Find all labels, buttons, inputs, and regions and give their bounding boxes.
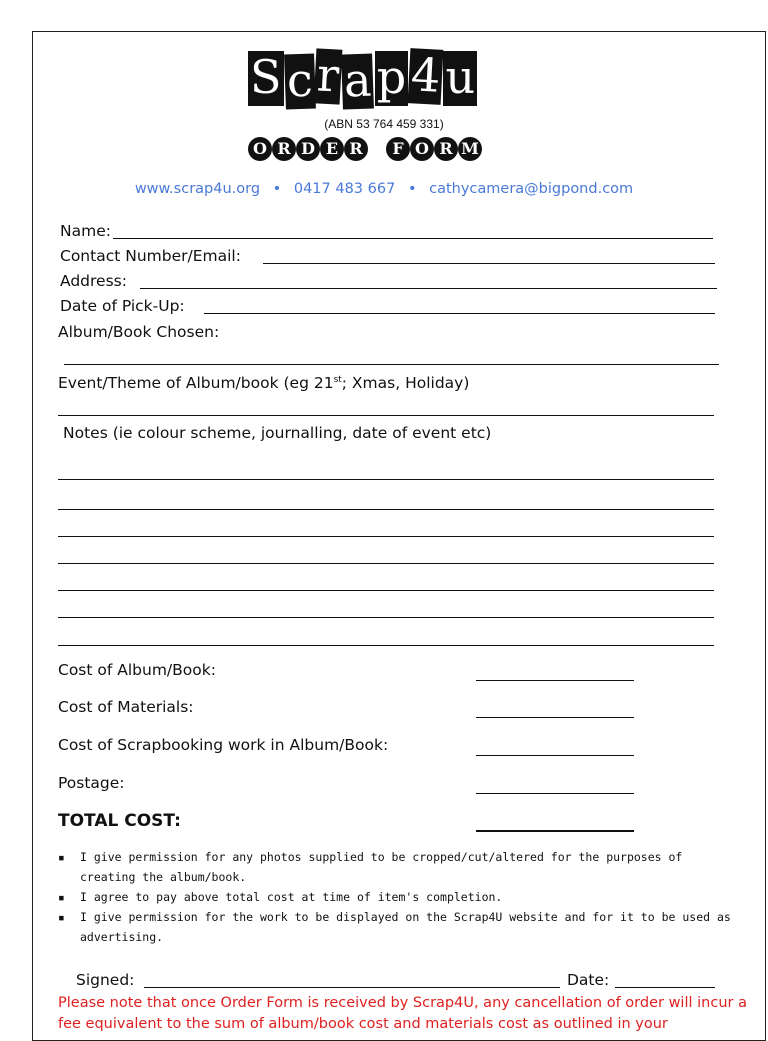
logo-letter: u (445, 50, 476, 104)
title-letter: O (410, 137, 434, 161)
postage-field[interactable] (476, 793, 634, 794)
date-field[interactable] (615, 987, 715, 988)
title-letter: R (434, 137, 458, 161)
title-letter: O (248, 137, 272, 161)
title-letter: D (296, 137, 320, 161)
title-gap (368, 137, 386, 161)
cost-work-label: Cost of Scrapbooking work in Album/Book: (58, 736, 389, 754)
signature-field[interactable] (144, 987, 560, 988)
logo-letter: S (250, 50, 282, 104)
email-link[interactable]: cathycamera@bigpond.com (429, 181, 634, 197)
title-letter: M (458, 137, 482, 161)
bullet-separator: • (272, 181, 282, 197)
name-field[interactable] (113, 238, 713, 239)
address-label: Address: (60, 272, 127, 290)
logo-letter: p (376, 50, 407, 104)
cost-work-field[interactable] (476, 755, 634, 756)
notes-line[interactable] (58, 536, 714, 537)
total-cost-label: TOTAL COST: (58, 811, 181, 831)
scrap4u-logo (248, 47, 478, 108)
permission-item: ▪ I give permission for any photos supplied to be cropped/cut/altered for the purposes of creating the album/book. (58, 847, 738, 887)
event-label-sup: st (333, 374, 342, 385)
notes-line[interactable] (58, 563, 714, 564)
event-field[interactable] (58, 415, 714, 416)
pickup-label: Date of Pick-Up: (60, 297, 185, 315)
title-letter: R (272, 137, 296, 161)
logo-letter: c (284, 53, 316, 109)
cost-album-field[interactable] (476, 680, 634, 681)
bullet-separator: • (407, 181, 417, 197)
address-field[interactable] (140, 288, 717, 289)
date-label: Date: (567, 971, 610, 989)
notes-line[interactable] (58, 479, 714, 480)
notes-label: Notes (ie colour scheme, journalling, date of event etc) (63, 424, 492, 442)
cost-materials-field[interactable] (476, 717, 634, 718)
logo-letter: a (341, 53, 374, 109)
signed-label: Signed: (76, 971, 135, 989)
name-label: Name: (60, 222, 111, 240)
album-field[interactable] (64, 364, 719, 365)
notes-line[interactable] (58, 645, 714, 646)
order-form-title (248, 137, 482, 161)
logo-letter: 4 (408, 48, 444, 105)
event-label-text: Event/Theme of Album/book (eg 21 (58, 374, 334, 392)
website-link[interactable]: www.scrap4u.org (134, 181, 261, 197)
title-letter: R (344, 137, 368, 161)
cost-album-label: Cost of Album/Book: (58, 661, 216, 679)
title-letter: E (320, 137, 344, 161)
cancellation-notice: Please note that once Order Form is received by Scrap4U, any cancellation of order will incur a fee equivalent to the sum of album/book cost and materials cost as outlined in your (58, 995, 747, 1032)
permissions-list (58, 847, 738, 947)
total-cost-field[interactable] (476, 830, 634, 832)
phone-number: 0417 483 667 (293, 181, 396, 197)
notes-line[interactable] (58, 509, 714, 510)
abn-number: (ABN 53 764 459 331) (324, 117, 444, 131)
permission-item: ▪ I give permission for the work to be displayed on the Scrap4U website and for it to be used as advertising. (58, 907, 738, 947)
event-label (58, 374, 469, 392)
event-label-suffix: ; Xmas, Holiday) (341, 374, 470, 392)
contact-field[interactable] (263, 263, 715, 264)
logo-letter: r (314, 48, 343, 104)
album-label: Album/Book Chosen: (58, 323, 220, 341)
contact-label: Contact Number/Email: (60, 247, 241, 265)
permission-item: ▪ I agree to pay above total cost at time of item's completion. (58, 887, 738, 907)
title-letter: F (386, 137, 410, 161)
cost-materials-label: Cost of Materials: (58, 698, 194, 716)
notes-line[interactable] (58, 590, 714, 591)
contact-line (0, 181, 768, 197)
notes-line[interactable] (58, 617, 714, 618)
postage-label: Postage: (58, 774, 125, 792)
pickup-field[interactable] (204, 313, 715, 314)
